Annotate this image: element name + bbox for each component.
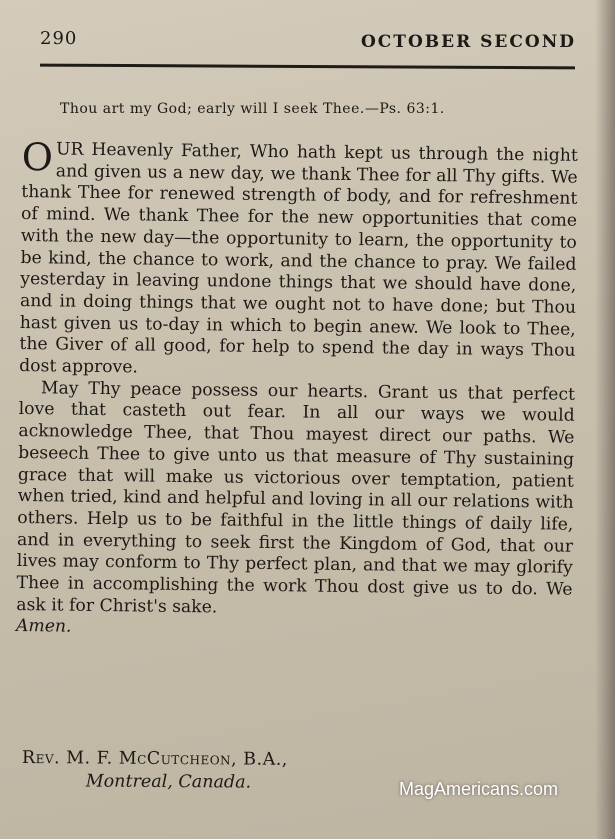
page-header <box>40 28 576 58</box>
paragraph-1-text: UR Heavenly Father, Who hath kept us through the night and given us a new day, we thank Thee for all Thy gifts. We thank Thee for renewed strength of body, and for refreshment of mind. We thank Thee for the new opportunities that come with the new day—the opportunity to learn, the opportunity to be kind, the chance to work, and the chance to pray. We failed yesterday in leaving undone things that we should have done, and in doing things that we ought not to have done; but Thou hast given us to-day in which to begin anew. We look to Thee, the Giver of all good, for help to spend the day in ways Thou dost approve. <box>19 139 578 378</box>
prayer-paragraph-2: May Thy peace possess our hearts. Grant us that perfect love that casteth out fear. In all our ways we would acknowledge Thee, that Thou mayest direct our paths. We beseech Thee to give unto us that measure of Thy sustaining grace that will make us victorious over temptation, patient when tried, kind and helpful and loving in all our relations with others. Help us to be faithful in the little things of daily life, and in everything to seek first the Kingdom of God, that our lives may conform to Thy perfect plan, and that we may glorify Thee in accomplishing the work Thou dost give us to do. We ask it for Christ's sake. <box>16 377 576 618</box>
amen: Amen. <box>15 616 72 638</box>
prayer-text <box>15 135 578 645</box>
signature-block <box>22 748 422 794</box>
author-name: Rev. M. F. McCutcheon, B.A., <box>21 748 288 770</box>
scripture-verse: Thou art my God; early will I seek Thee.—Ps. 63:1. <box>60 101 445 117</box>
drop-cap: O <box>21 135 54 180</box>
prayer-paragraph-1 <box>19 135 578 385</box>
page-number: 290 <box>40 28 78 49</box>
author-location: Montreal, Canada. <box>85 771 252 793</box>
running-title: OCTOBER SECOND <box>360 32 576 52</box>
page-edge-shadow <box>595 0 615 839</box>
header-rule <box>40 64 575 70</box>
watermark: MagAmericans.com <box>399 779 559 799</box>
